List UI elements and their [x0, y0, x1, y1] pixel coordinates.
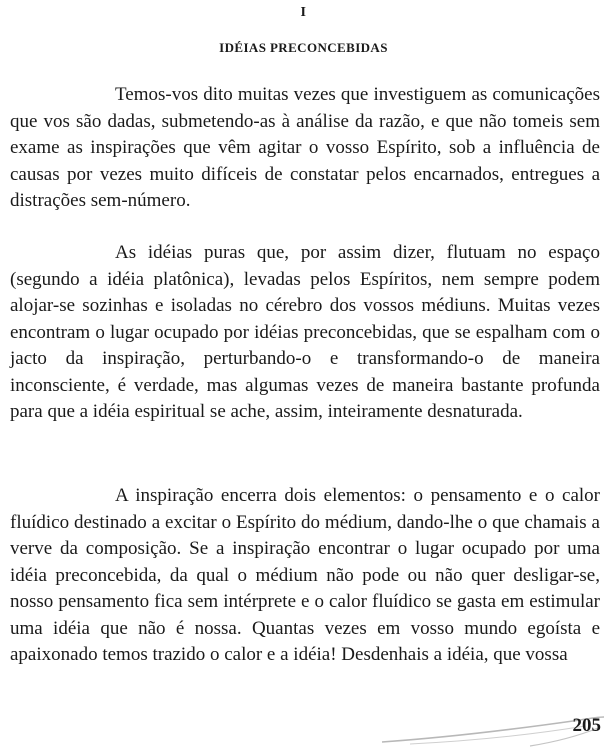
- chapter-title: IDÉIAS PRECONCEBIDAS: [219, 40, 388, 55]
- paragraph-2: [10, 240, 600, 426]
- paragraph-1: [10, 82, 600, 215]
- paragraph-2-text: As idéias puras que, por assim dizer, flutuam no espaço (segundo a idéia platônica), levadas pelos Espíritos, nem sempre podem alojar-se sozinhas e isoladas no cérebro dos vossos médiuns. Muitas vezes encontram o lugar ocupado por idéias preconcebidas, que se espalham com o jacto da inspiração, perturbando-o e transformando-o de maneira inconsciente, é verdade, mas algumas vezes de maneira bastante profunda para que a idéia espiritual se ache, assim, inteiramente desnaturada.: [10, 242, 600, 422]
- paragraph-1-text: Temos-vos dito muitas vezes que investiguem as comunicações que vos são dadas, submetendo-as à análise da razão, e que não tomeis sem exame as inspirações que vêm agitar o vosso Espírito, sob a influência de causas por vezes muito difíceis de constatar pelos encarnados, entregues a distrações sem-número.: [10, 84, 600, 211]
- page-number: 205: [572, 715, 601, 736]
- footer-swoosh-ornament: [380, 708, 605, 748]
- paragraph-3: [10, 483, 600, 669]
- paragraph-3-text: A inspiração encerra dois elementos: o pensamento e o calor fluídico destinado a excitar o Espírito do médium, dando-lhe o que chamais a verve da composição. Se a inspiração encontrar o lugar ocupado por uma idéia preconcebida, da qual o médium não pode ou não quer desligar-se, nosso pensamento fica sem intérprete e o calor fluídico se gasta em estimular uma idéia que não é nossa. Quantas vezes em vosso mundo egoísta e apaixonado temos trazido o calor e a idéia! Desdenhais a idéia, que vossa: [10, 485, 600, 665]
- chapter-number: I: [300, 5, 307, 20]
